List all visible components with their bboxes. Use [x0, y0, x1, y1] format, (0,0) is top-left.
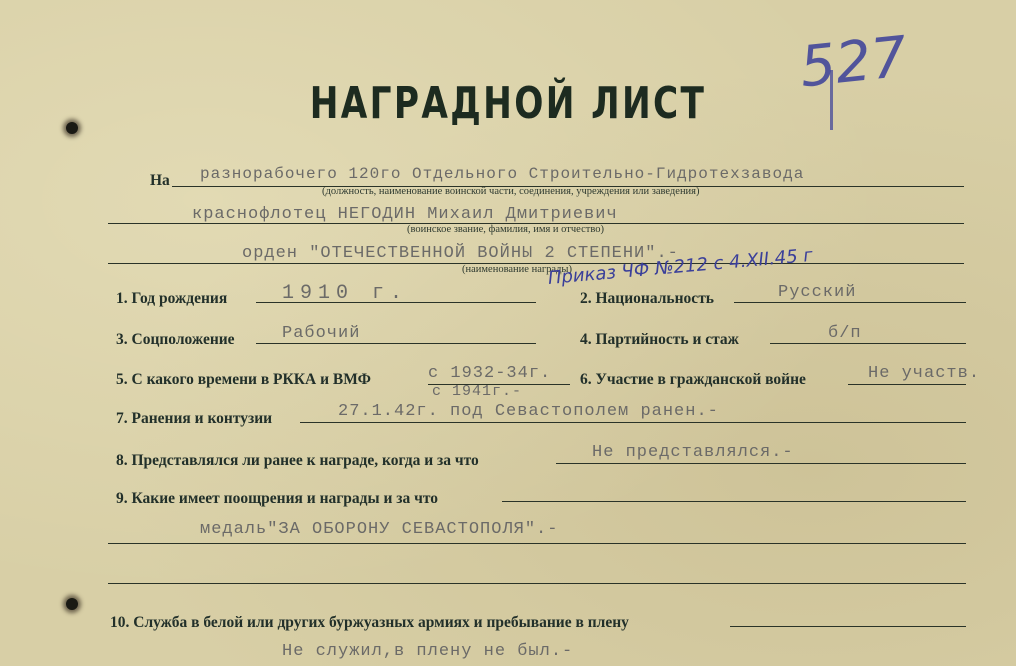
field-civil-war-line: [848, 384, 966, 385]
field-awards-line-2: [108, 543, 966, 544]
field-prev-award-line: [556, 463, 966, 464]
field-awards-label: 9. Какие имеет поощрения и награды и за что: [116, 490, 439, 507]
field-captivity-line: [730, 626, 966, 627]
field-nationality-line: [734, 302, 966, 303]
name-value: краснофлотец НЕГОДИН Михаил Дмитриевич: [192, 205, 618, 224]
field-party-line: [770, 343, 966, 344]
name-caption: (воинское звание, фамилия, имя и отчество): [407, 224, 604, 235]
field-prev-award-label: 8. Представлялся ли ранее к награде, когда и за что: [116, 452, 479, 469]
field-service-line: [428, 384, 570, 385]
field-wounds-label: 7. Ранения и контузии: [116, 410, 273, 427]
field-captivity-value: Не служил,в плену не был.-: [282, 642, 574, 661]
order-note: Приказ ЧФ №212 с 4.XII.45 г: [547, 244, 814, 289]
field-service-value: с 1932-34г.: [428, 364, 552, 383]
field-nationality-label: 2. Национальность: [580, 290, 714, 307]
position-value: разнорабочего 120го Отдельного Строительно-Гидротехзавода: [200, 165, 805, 183]
field-birth-year-line: [256, 302, 536, 303]
field-wounds-value: 27.1.42г. под Севастополем ранен.-: [338, 402, 719, 421]
field-social-line: [256, 343, 536, 344]
stamp-number: 527: [796, 24, 910, 101]
field-birth-year-value: 1910 г.: [282, 282, 409, 305]
field-wounds-line: [300, 422, 966, 423]
award-caption: (наименование награды): [462, 264, 572, 275]
field-civil-war-label: 6. Участие в гражданской войне: [580, 371, 806, 388]
field-social-value: Рабочий: [282, 324, 361, 343]
field-party-label: 4. Партийность и стаж: [580, 331, 739, 348]
punch-hole: [66, 598, 78, 610]
field-birth-year-label: 1. Год рождения: [116, 290, 228, 307]
field-awards-line-1: [502, 501, 966, 502]
field-civil-war-value: Не участв.: [868, 364, 981, 383]
field-party-value: б/п: [828, 324, 862, 343]
page-title: НАГРАДНОЙ ЛИСТ: [309, 78, 707, 129]
field-service-value-2: с 1941г.-: [432, 383, 523, 400]
field-captivity-label: 10. Служба в белой или других буржуазных армиях и пребывание в плену: [110, 614, 629, 631]
field-service-label: 5. С какого времени в РККА и ВМФ: [116, 371, 371, 388]
field-prev-award-value: Не представлялся.-: [592, 443, 794, 462]
field-awards-line-3: [108, 583, 966, 584]
field-nationality-value: Русский: [778, 283, 857, 302]
position-caption: (должность, наименование воинской части, соединения, учреждения или заведения): [322, 186, 700, 197]
award-value: орден "ОТЕЧЕСТВЕННОЙ ВОЙНЫ 2 СТЕПЕНИ".-: [242, 244, 679, 263]
field-social-label: 3. Соцположение: [116, 331, 235, 348]
punch-hole: [66, 122, 78, 134]
field-awards-value: медаль"ЗА ОБОРОНУ СЕВАСТОПОЛЯ".-: [200, 520, 559, 539]
na-label: На: [150, 172, 170, 189]
